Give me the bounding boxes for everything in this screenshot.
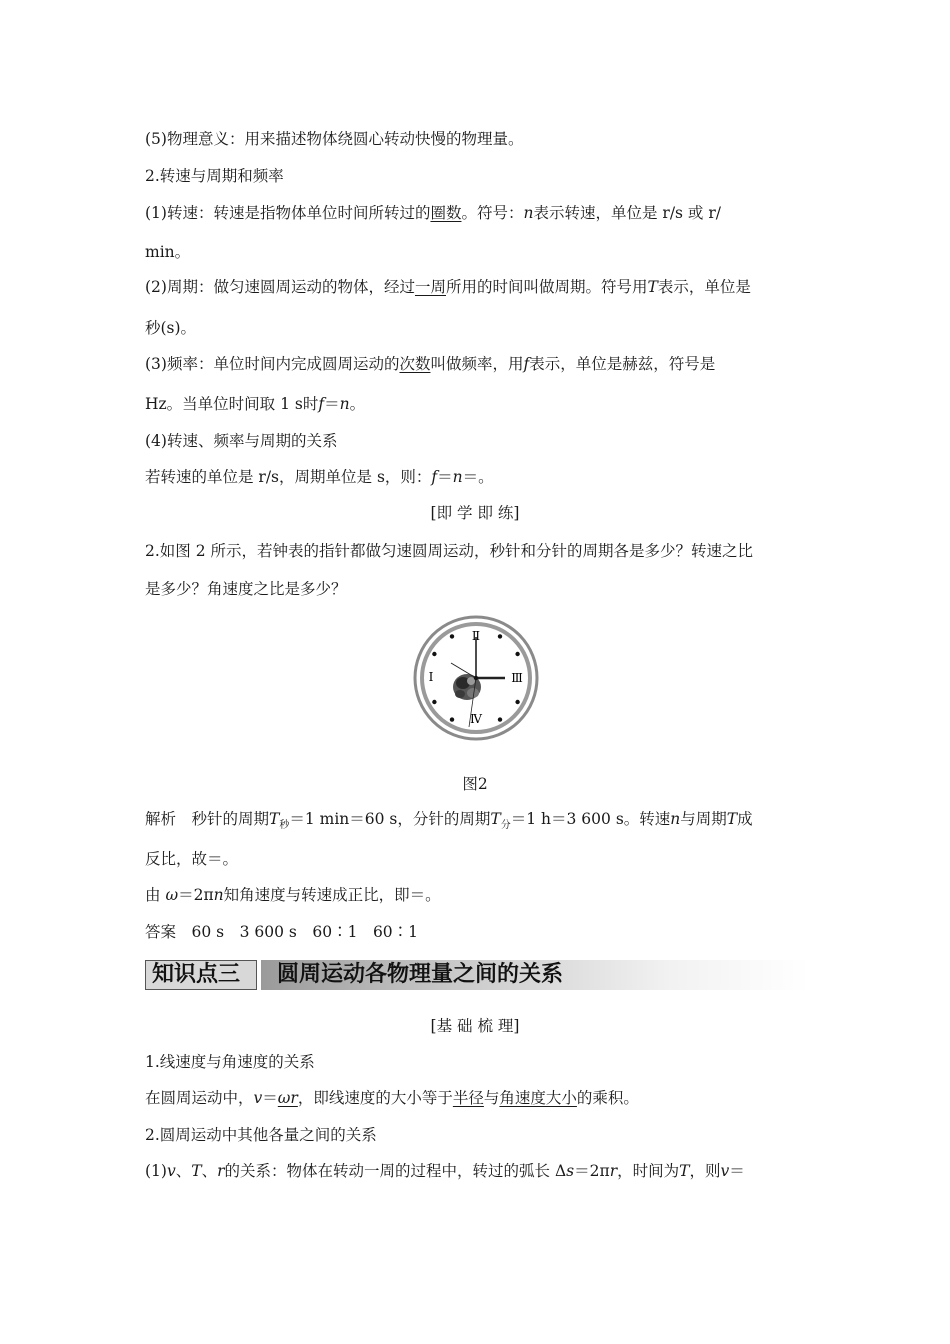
heading-other-relations: 2.圆周运动中其他各量之间的关系 — [145, 1126, 377, 1144]
clock-numeral-3: Ⅲ — [511, 671, 523, 685]
para-v-T-r: (1)v、T、r的关系：物体在转动一周的过程中，转过的弧长 Δs＝2πr，时间为T，则v＝ — [145, 1162, 745, 1180]
section-label: 知识点三 — [145, 960, 257, 990]
clock-figure — [413, 615, 539, 741]
figure-caption: 图2 — [462, 775, 488, 793]
para-period-cont: 秒(s)。 — [145, 319, 197, 337]
heading-linear-angular: 1.线速度与角速度的关系 — [145, 1053, 315, 1071]
section-banner — [145, 958, 809, 994]
practice-heading: [即 学 即 练] — [430, 504, 520, 522]
para-rotation-speed: (1)转速：转速是指物体单位时间所转过的圈数。符号：n表示转速，单位是 r/s 或 r/ — [145, 204, 721, 222]
question-text-cont: 是多少？角速度之比是多少？ — [145, 580, 347, 598]
heading-rotation-period-frequency: 2.转速与周期和频率 — [145, 167, 284, 185]
para-period: (2)周期：做匀速圆周运动的物体，经过一周所用的时间叫做周期。符号用T表示，单位是 — [145, 278, 751, 296]
para-rotation-speed-cont: min。 — [145, 243, 191, 261]
analysis-angular: 由 ω＝2πn知角速度与转速成正比，即＝。 — [145, 886, 441, 904]
clock-numeral-2: Ⅱ — [471, 629, 481, 643]
answer-text: 答案 60 s 3 600 s 60∶1 60∶1 — [145, 923, 419, 941]
question-text: 2.如图 2 所示，若钟表的指针都做匀速圆周运动，秒针和分针的周期各是多少？转速之比 — [145, 542, 754, 560]
clock-numeral-4: Ⅳ — [470, 712, 482, 726]
para-relation: 若转速的单位是 r/s，周期单位是 s，则：f＝n＝。 — [145, 468, 494, 486]
section-title: 圆周运动各物理量之间的关系 — [277, 962, 564, 987]
heading-relation: (4)转速、频率与周期的关系 — [145, 432, 338, 450]
analysis-text: 解析 秒针的周期$T_秒=1$ min＝60 s，分针的周期$T_分=1$ h＝3 600 s。转速n与周期T成 — [145, 810, 753, 832]
analysis-text-cont: 反比，故＝。 — [145, 850, 239, 868]
basics-heading: [基 础 梳 理] — [430, 1017, 520, 1035]
para-frequency: (3)频率：单位时间内完成圆周运动的次数叫做频率，用f表示，单位是赫兹，符号是 — [145, 355, 716, 373]
para-physical-meaning: (5)物理意义：用来描述物体绕圆心转动快慢的物理量。 — [145, 130, 524, 148]
clock-numeral-1: Ⅰ — [428, 670, 434, 684]
para-frequency-cont: Hz。当单位时间取 1 s时f＝n。 — [145, 395, 366, 413]
para-linear-angular: 在圆周运动中，v＝ωr，即线速度的大小等于半径与角速度大小的乘积。 — [145, 1089, 639, 1107]
clock-hub — [474, 676, 478, 680]
